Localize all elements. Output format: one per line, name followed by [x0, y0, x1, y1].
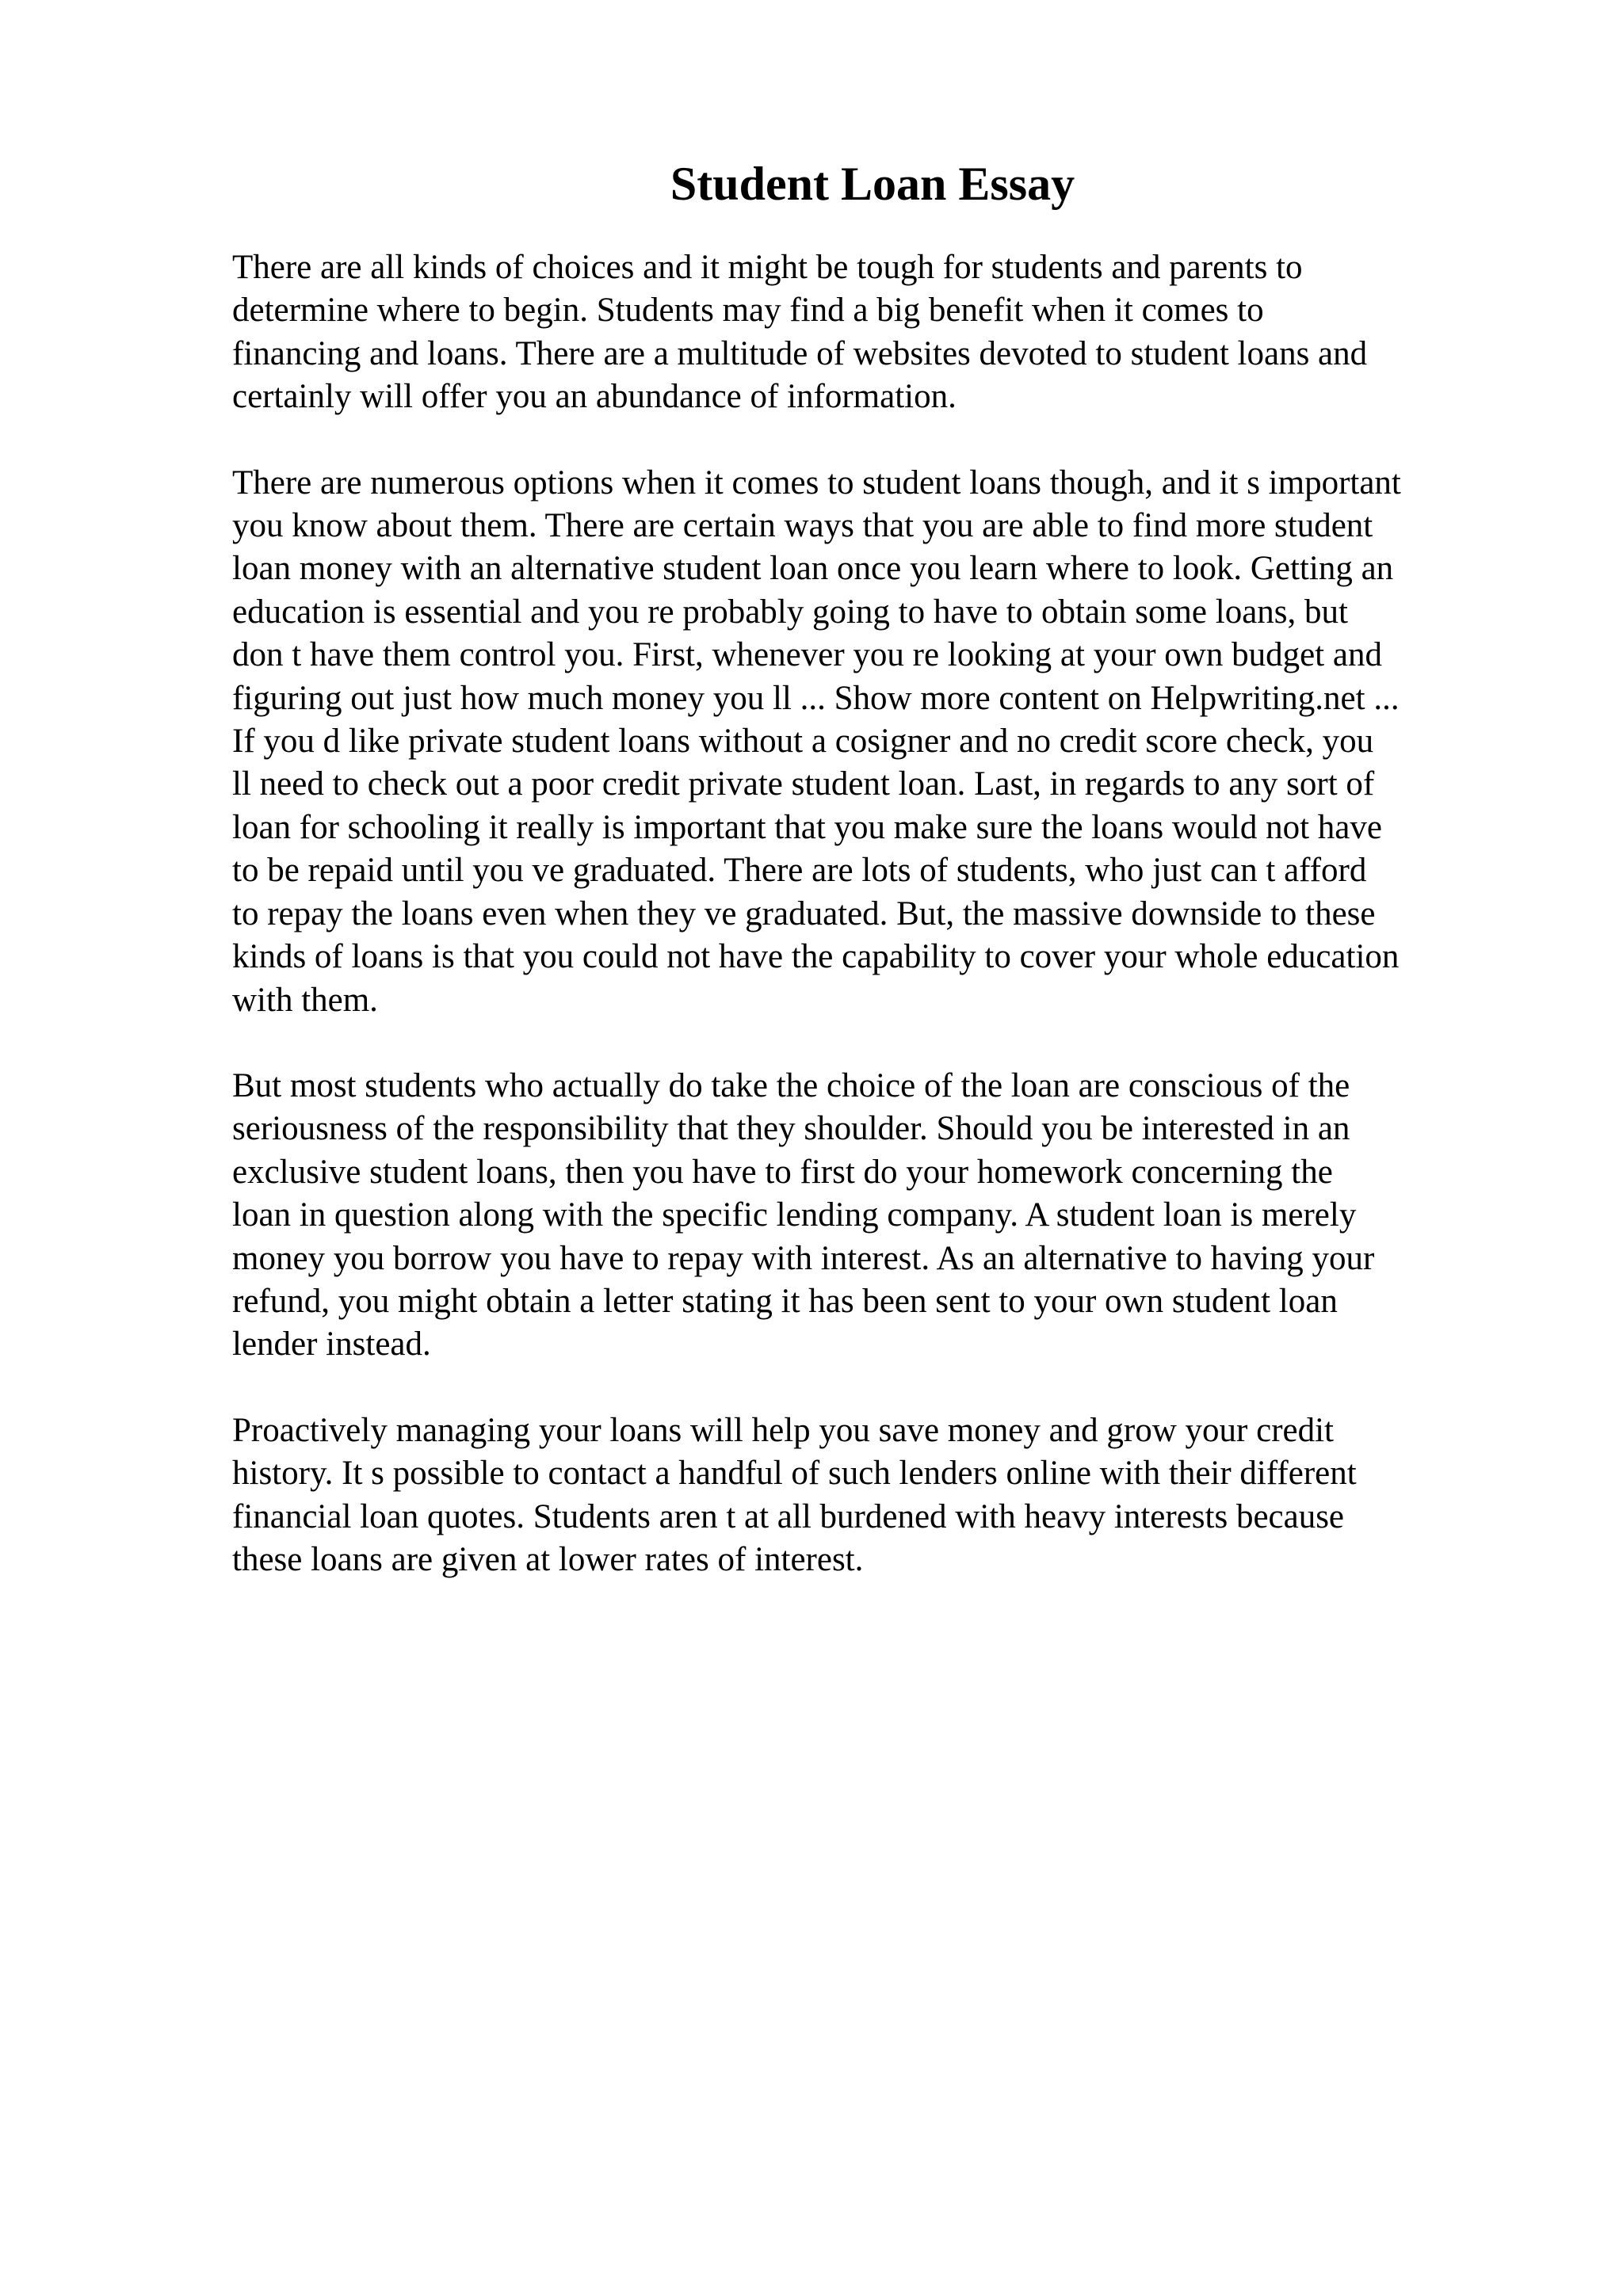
text-line: money you borrow you have to repay with interest. As an alternative to having your — [232, 1239, 1375, 1277]
text-line: ll need to check out a poor credit private student loan. Last, in regards to any sort of — [232, 765, 1375, 803]
text-line: loan in question along with the specific lending company. A student loan is merely — [232, 1196, 1357, 1234]
text-line: refund, you might obtain a letter stating it has been sent to your own student loan — [232, 1282, 1338, 1320]
paragraph-1 — [232, 246, 1579, 419]
text-line: loan for schooling it really is important that you make sure the loans would not have — [232, 808, 1382, 846]
paragraph-4 — [232, 1409, 1579, 1582]
text-line: loan money with an alternative student loan once you learn where to look. Getting an — [232, 550, 1394, 588]
paragraph-2 — [232, 462, 1579, 1022]
text-line: these loans are given at lower rates of interest. — [232, 1540, 864, 1578]
text-line: figuring out just how much money you ll ... Show more content on Helpwriting.net ... — [232, 679, 1400, 717]
text-line: financing and loans. There are a multitude of websites devoted to student loans and — [232, 334, 1368, 372]
text-line: to repay the loans even when they ve graduated. But, the massive downside to these — [232, 894, 1376, 933]
text-line: There are all kinds of choices and it might be tough for students and parents to — [232, 249, 1303, 286]
text-line: If you d like private student loans without a cosigner and no credit score check, you — [232, 723, 1374, 761]
text-line: education is essential and you re probably going to have to obtain some loans, but — [232, 593, 1348, 631]
text-line: financial loan quotes. Students aren t at all burdened with heavy interests because — [232, 1497, 1345, 1535]
text-line: There are numerous options when it comes to student loans though, and it s important — [232, 463, 1401, 502]
text-line: kinds of loans is that you could not have the capability to cover your whole education — [232, 938, 1400, 976]
text-line: Proactively managing your loans will help you save money and grow your credit — [232, 1411, 1335, 1449]
text-line: determine where to begin. Students may find a big benefit when it comes to — [232, 292, 1264, 330]
text-line: lender instead. — [232, 1325, 431, 1363]
text-line: exclusive student loans, then you have to first do your homework concerning the — [232, 1153, 1333, 1191]
text-line: don t have them control you. First, whenever you re looking at your own budget and — [232, 636, 1382, 674]
text-line: you know about them. There are certain ways that you are able to find more student — [232, 507, 1373, 545]
text-line: But most students who actually do take the choice of the loan are conscious of the — [232, 1066, 1350, 1104]
text-line: seriousness of the responsibility that they shoulder. Should you be interested in an — [232, 1110, 1350, 1148]
text-line: with them. — [232, 981, 378, 1019]
text-line: history. It s possible to contact a handful of such lenders online with their different — [232, 1455, 1357, 1493]
document-body — [232, 246, 1579, 1624]
text-line: certainly will offer you an abundance of information. — [232, 378, 957, 416]
text-line: to be repaid until you ve graduated. There are lots of students, who just can t afford — [232, 852, 1367, 890]
paragraph-3 — [232, 1065, 1579, 1367]
document-title: Student Loan Essay — [670, 158, 1075, 210]
